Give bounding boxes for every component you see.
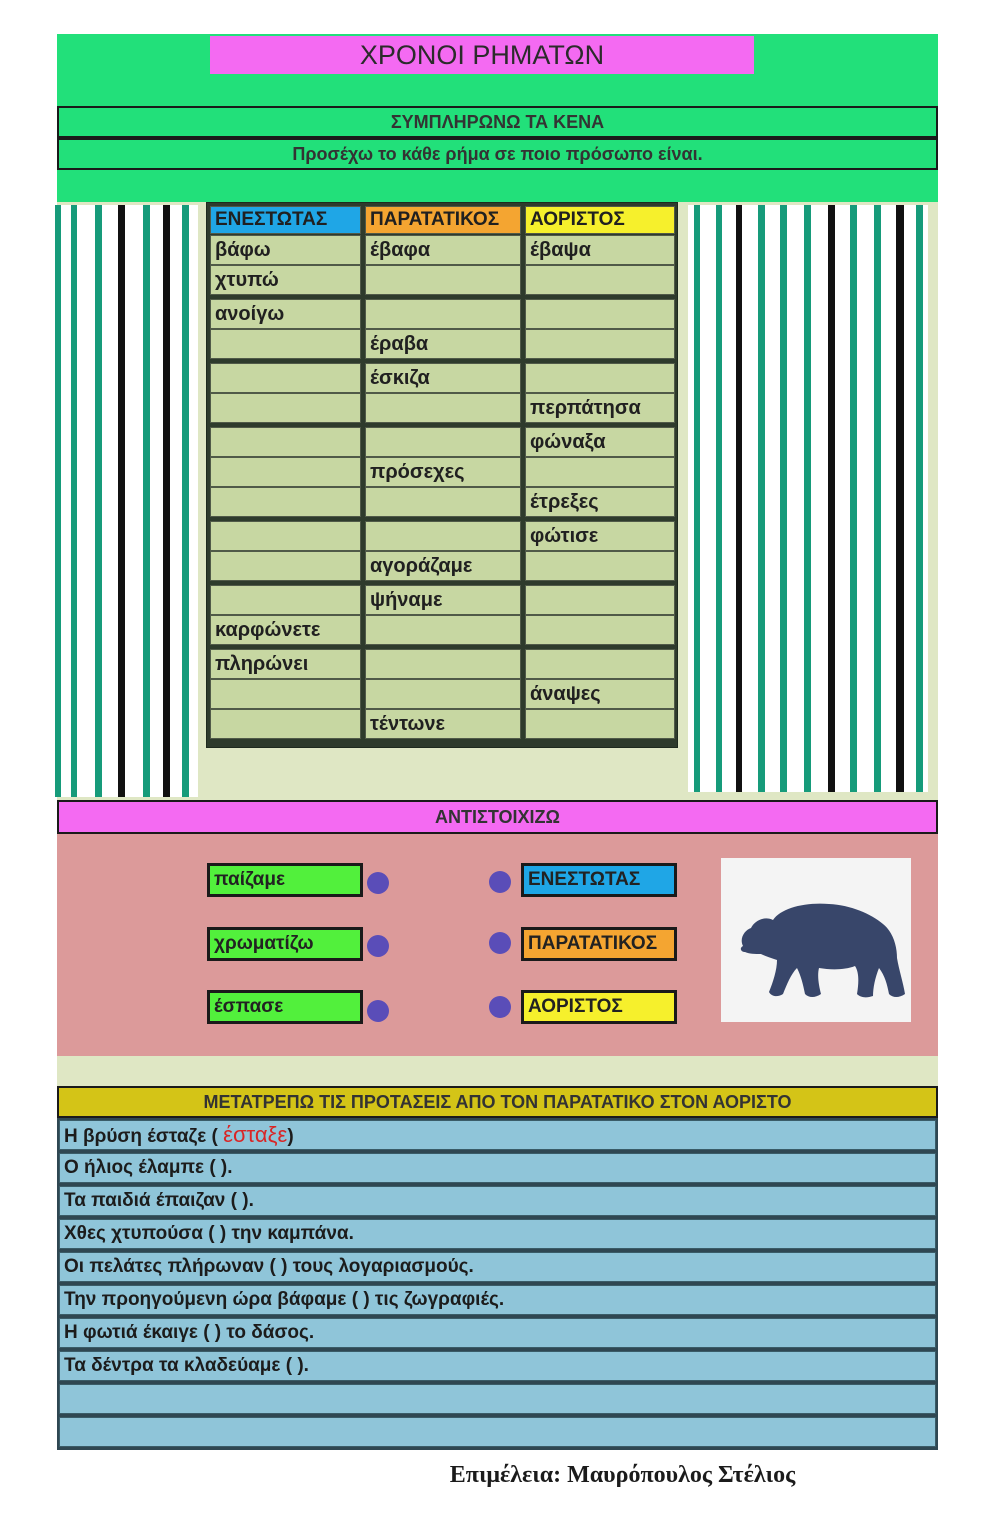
sentence-row[interactable] xyxy=(59,1318,936,1348)
author-credit: Επιμέλεια: Μαυρόπουλος Στέλιος xyxy=(449,1462,796,1488)
stripe xyxy=(95,205,102,797)
sentence-text: Η βρύση έσταζε ( xyxy=(64,1126,224,1147)
section-fill-instruction: Προσέχω το κάθε ρήμα σε ποιο πρόσωπο είναι. xyxy=(57,138,938,170)
table-cell: καρφώνετε xyxy=(210,615,361,645)
stripe xyxy=(804,205,811,792)
sentence-text: Χθες χτυπούσα ( ) την καμπάνα. xyxy=(64,1223,354,1244)
table-cell[interactable] xyxy=(365,487,521,517)
sentence-text: Την προηγούμενη ώρα βάφαμε ( ) τις ζωγραφιές. xyxy=(64,1289,505,1310)
stripe xyxy=(55,205,61,797)
table-header-cell: ΠΑΡΑΤΑΤΙΚΟΣ xyxy=(365,206,521,234)
sentence-text: Τα παιδιά έπαιζαν ( ). xyxy=(64,1190,254,1211)
table-cell[interactable] xyxy=(365,265,521,295)
decorative-stripes-left xyxy=(55,205,198,797)
table-cell: φώτισε xyxy=(525,521,675,551)
table-cell[interactable] xyxy=(525,649,675,679)
stripe xyxy=(780,205,787,792)
table-cell[interactable] xyxy=(525,457,675,487)
table-cell[interactable] xyxy=(210,457,361,487)
table-cell: φώναξα xyxy=(525,427,675,457)
table-header-cell: ΕΝΕΣΤΩΤΑΣ xyxy=(210,206,361,234)
stripe xyxy=(828,205,835,792)
table-cell[interactable] xyxy=(525,709,675,739)
table-cell[interactable] xyxy=(210,427,361,457)
sentence-row[interactable] xyxy=(59,1219,936,1249)
sentence-row[interactable] xyxy=(59,1384,936,1414)
table-cell: έτρεξες xyxy=(525,487,675,517)
table-cell[interactable] xyxy=(210,363,361,393)
table-cell: τέντωνε xyxy=(365,709,521,739)
table-cell: βάφω xyxy=(210,235,361,265)
match-left-item[interactable]: χρωματίζω xyxy=(207,927,363,961)
stripe xyxy=(118,205,125,797)
match-right-item[interactable]: ΠΑΡΑΤΑΤΙΚΟΣ xyxy=(521,927,677,961)
table-cell[interactable] xyxy=(210,487,361,517)
match-dot-right[interactable] xyxy=(489,996,511,1018)
table-cell: ψήναμε xyxy=(365,585,521,615)
section-convert-heading: ΜΕΤΑΤΡΕΠΩ ΤΙΣ ΠΡΟΤΑΣΕΙΣ ΑΠΟ ΤΟΝ ΠΑΡΑΤΑΤΙΚΟ ΣΤΟΝ ΑΟΡΙΣΤΟ xyxy=(57,1086,938,1118)
match-right-item[interactable]: ΕΝΕΣΤΩΤΑΣ xyxy=(521,863,677,897)
match-dot-right[interactable] xyxy=(489,932,511,954)
table-cell: άναψες xyxy=(525,679,675,709)
table-cell[interactable] xyxy=(365,393,521,423)
stripe xyxy=(182,205,189,797)
table-cell: αγοράζαμε xyxy=(365,551,521,581)
stripe xyxy=(71,205,77,797)
table-cell[interactable] xyxy=(210,709,361,739)
table-cell[interactable] xyxy=(525,329,675,359)
table-cell: έβαψα xyxy=(525,235,675,265)
stripe xyxy=(896,205,904,792)
table-cell[interactable] xyxy=(365,521,521,551)
table-cell: χτυπώ xyxy=(210,265,361,295)
table-cell[interactable] xyxy=(525,299,675,329)
stripe xyxy=(736,205,742,792)
table-cell[interactable] xyxy=(365,649,521,679)
table-cell[interactable] xyxy=(210,521,361,551)
table-cell: ανοίγω xyxy=(210,299,361,329)
match-dot-left[interactable] xyxy=(367,935,389,957)
sentence-text: Ο ήλιος έλαμπε ( ). xyxy=(64,1157,233,1178)
table-cell: έραβα xyxy=(365,329,521,359)
table-cell[interactable] xyxy=(525,363,675,393)
sentence-table xyxy=(57,1118,938,1450)
table-cell[interactable] xyxy=(525,615,675,645)
table-cell[interactable] xyxy=(525,585,675,615)
sentence-row[interactable] xyxy=(59,1120,936,1150)
stripe xyxy=(716,205,722,792)
match-dot-left[interactable] xyxy=(367,872,389,894)
table-cell[interactable] xyxy=(210,679,361,709)
table-cell: πληρώνει xyxy=(210,649,361,679)
section-fill-heading: ΣΥΜΠΛΗΡΩΝΩ ΤΑ ΚΕΝΑ xyxy=(57,106,938,138)
stripe xyxy=(758,205,765,792)
decorative-stripes-right xyxy=(688,205,928,792)
stripe xyxy=(850,205,857,792)
table-cell[interactable] xyxy=(210,329,361,359)
verb-tense-table xyxy=(206,202,678,748)
sentence-row[interactable] xyxy=(59,1417,936,1447)
table-cell: έσκιζα xyxy=(365,363,521,393)
table-cell: πρόσεχες xyxy=(365,457,521,487)
stripe xyxy=(143,205,150,797)
spacer-band xyxy=(57,1056,938,1086)
table-cell: περπάτησα xyxy=(525,393,675,423)
match-left-item[interactable]: έσπασε xyxy=(207,990,363,1024)
table-cell[interactable] xyxy=(365,679,521,709)
match-dot-right[interactable] xyxy=(489,871,511,893)
bear-icon xyxy=(721,858,911,1022)
sentence-row[interactable] xyxy=(59,1351,936,1381)
section-match-heading: ΑΝΤΙΣΤΟΙΧΙΖΩ xyxy=(57,800,938,834)
sentence-text: Η φωτιά έκαιγε ( ) το δάσος. xyxy=(64,1322,315,1343)
stripe xyxy=(874,205,881,792)
table-cell[interactable] xyxy=(365,299,521,329)
sentence-row[interactable] xyxy=(59,1252,936,1282)
stripe xyxy=(694,205,700,792)
table-cell[interactable] xyxy=(210,585,361,615)
table-cell[interactable] xyxy=(365,615,521,645)
match-right-item[interactable]: ΑΟΡΙΣΤΟΣ xyxy=(521,990,677,1024)
stripe xyxy=(916,205,923,792)
sentence-text-after: ) xyxy=(287,1126,294,1147)
sentence-row[interactable] xyxy=(59,1285,936,1315)
table-cell[interactable] xyxy=(210,551,361,581)
table-cell: έβαφα xyxy=(365,235,521,265)
match-left-item[interactable]: παίζαμε xyxy=(207,863,363,897)
sentence-text: Οι πελάτες πλήρωναν ( ) τους λογαριασμούς. xyxy=(64,1256,474,1277)
bear-image xyxy=(721,858,911,1022)
sentence-row[interactable] xyxy=(59,1186,936,1216)
match-dot-left[interactable] xyxy=(367,1000,389,1022)
table-cell[interactable] xyxy=(365,427,521,457)
page-title: ΧΡΟΝΟΙ ΡΗΜΑΤΩΝ xyxy=(210,36,754,74)
sentence-row[interactable] xyxy=(59,1153,936,1183)
stripe xyxy=(163,205,170,797)
table-cell[interactable] xyxy=(525,265,675,295)
table-header-cell: ΑΟΡΙΣΤΟΣ xyxy=(525,206,675,234)
table-cell[interactable] xyxy=(525,551,675,581)
sentence-answer: έσταξε xyxy=(223,1122,288,1147)
table-cell[interactable] xyxy=(210,393,361,423)
sentence-text: Τα δέντρα τα κλαδεύαμε ( ). xyxy=(64,1355,309,1376)
